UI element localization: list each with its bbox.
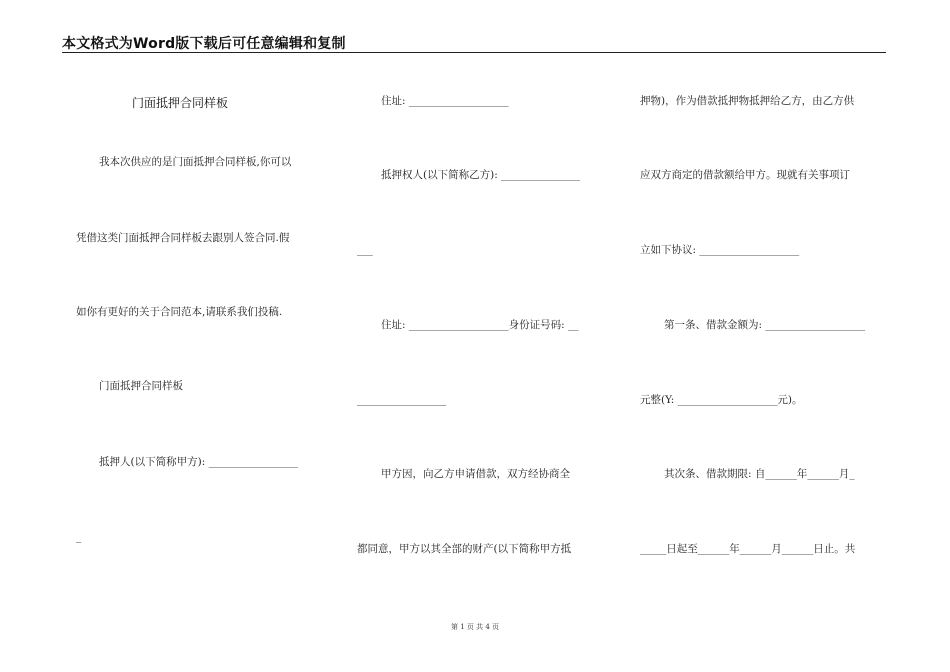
col2-line-1: 住址: ___________________ bbox=[381, 95, 509, 107]
col1-line-1: 我本次供应的是门面抵押合同样板,你可以 bbox=[99, 156, 292, 168]
col1-line-4: 门面抵押合同样板 bbox=[99, 380, 183, 392]
col1-line-5: 抵押人(以下简称甲方): _________________ bbox=[99, 456, 298, 468]
col3-line-2: 应双方商定的借款额给甲方。现就有关事项订 bbox=[640, 169, 850, 181]
col2-line-7: 都同意，甲方以其全部的财产(以下简称甲方抵 bbox=[357, 543, 572, 555]
col1-line-3: 如你有更好的关于合同范本,请联系我们投稿. bbox=[76, 306, 283, 318]
col1-line-2: 凭借这类门面抵押合同样板去跟别人签合同.假 bbox=[76, 232, 290, 244]
header-divider bbox=[62, 52, 886, 53]
col3-line-5: 元整(Y: ___________________元)。 bbox=[640, 394, 803, 406]
col3-line-7: _____日起至______年______月______日止。共 bbox=[640, 543, 856, 555]
header-title: 本文格式为Word版下载后可任意编辑和复制 bbox=[62, 36, 346, 52]
col3-line-4: 第一条、借款金额为: ___________________ bbox=[664, 319, 866, 331]
col3-line-3: 立如下协议: ___________________ bbox=[640, 244, 800, 256]
col2-line-4: 住址: ___________________身份证号码: __ bbox=[381, 319, 579, 331]
col1-line-6: _ bbox=[76, 531, 82, 543]
col2-line-6: 甲方因，向乙方申请借款，双方经协商全 bbox=[381, 468, 570, 480]
col2-line-5: _________________ bbox=[357, 394, 447, 406]
col2-line-2: 抵押权人(以下简称乙方): _______________ bbox=[381, 169, 580, 181]
col3-line-6: 其次条、借款期限: 自______年______月_ bbox=[664, 468, 855, 480]
col3-line-1: 押物)，作为借款抵押物抵押给乙方，由乙方供 bbox=[640, 95, 855, 107]
col2-line-3: ___ bbox=[357, 244, 373, 256]
page-number: 第 1 页 共 4 页 bbox=[450, 623, 500, 631]
document-title: 门面抵押合同样板 bbox=[132, 96, 229, 110]
